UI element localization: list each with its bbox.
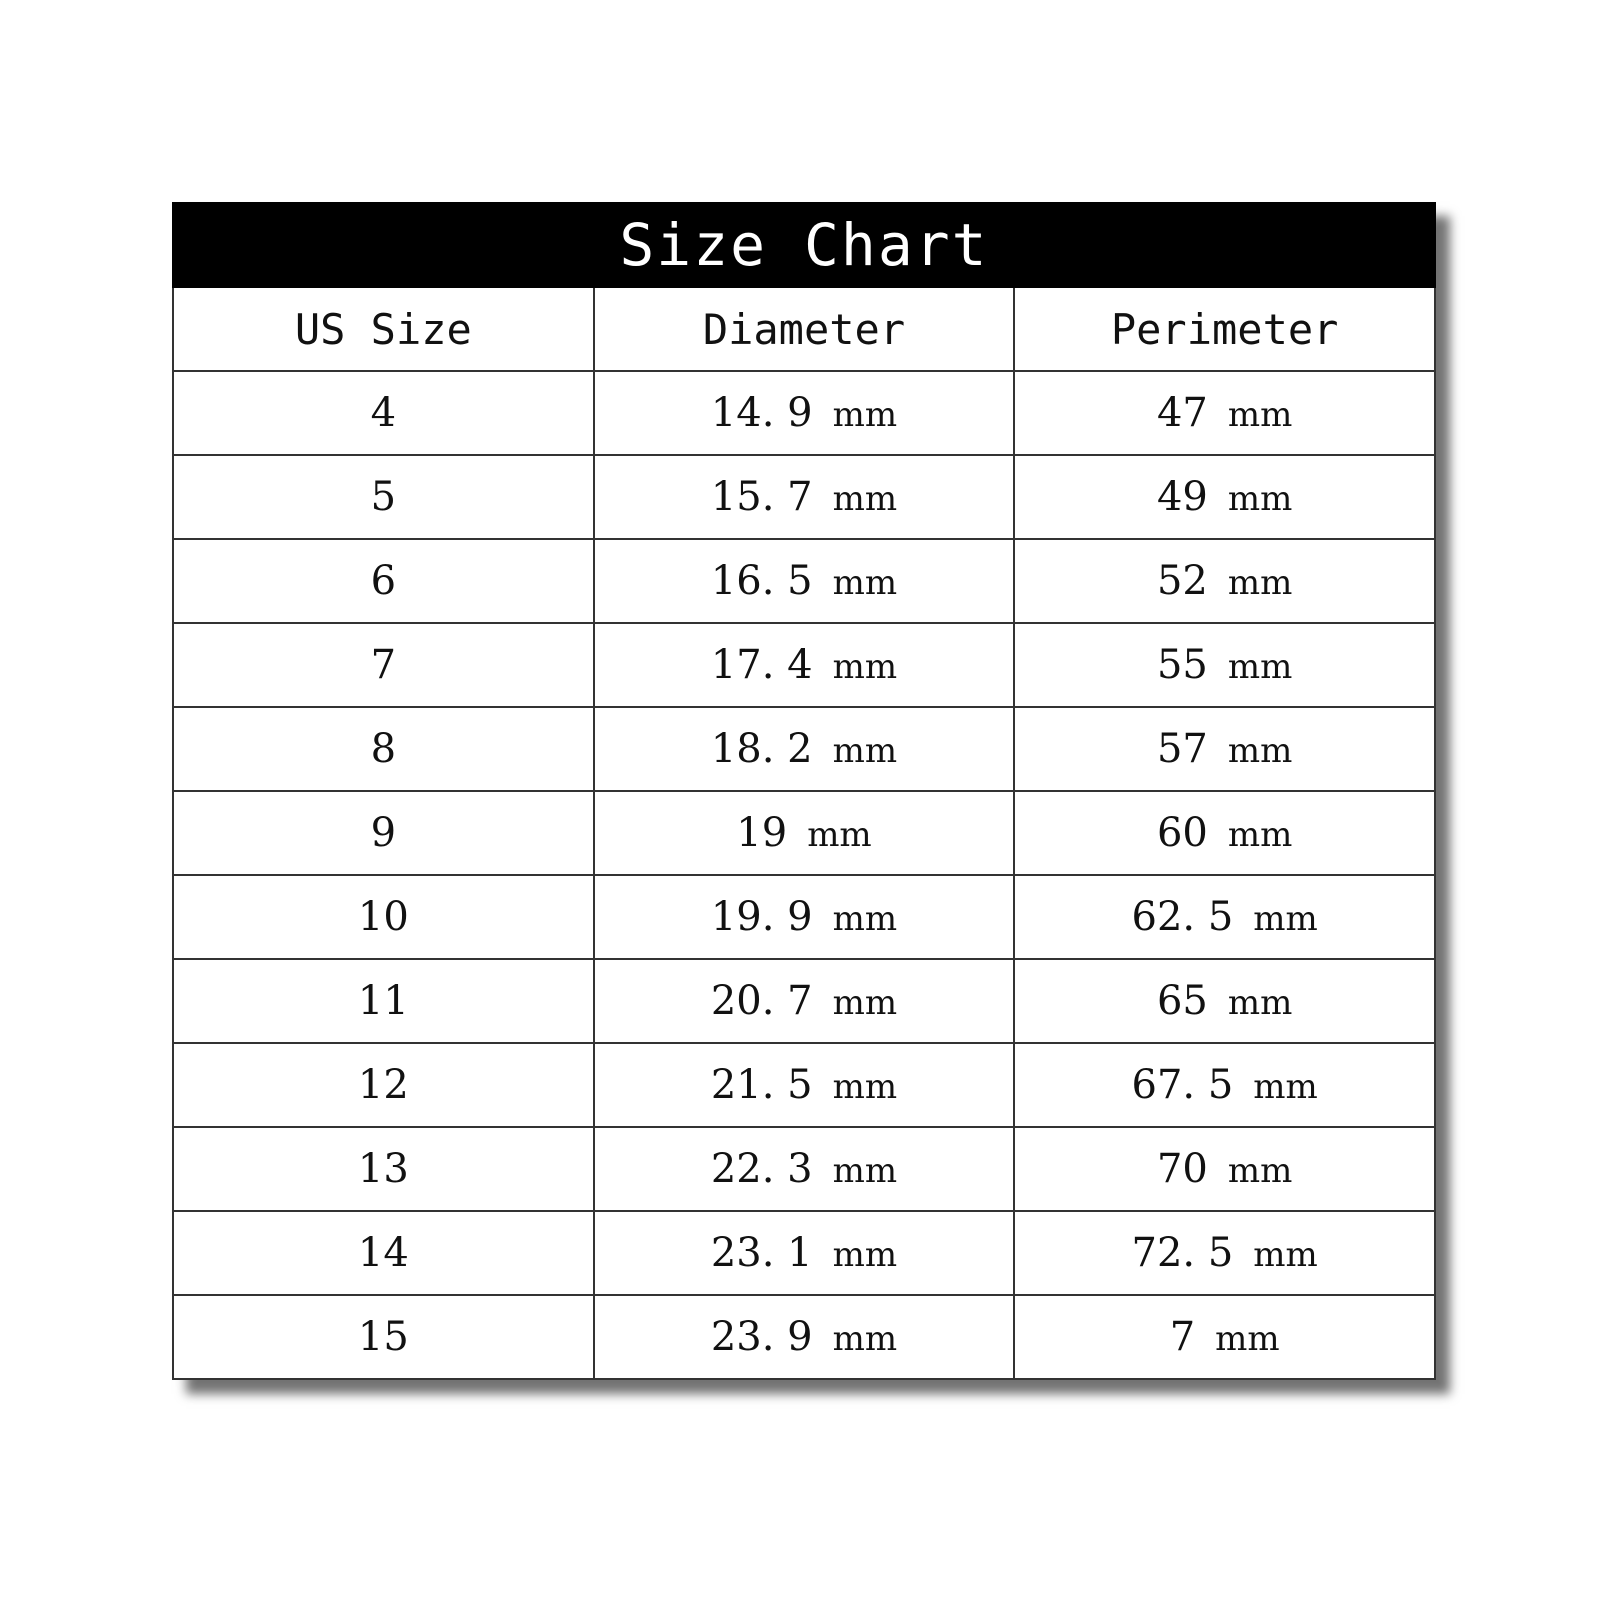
diameter-value: 17. 4 [710,642,813,688]
perimeter-unit: mm [1253,1235,1318,1275]
table-row [173,455,1435,539]
perimeter-value: 67. 5 [1131,1062,1234,1108]
perimeter-value: 49 [1156,474,1208,520]
diameter-unit: mm [832,1151,898,1191]
perimeter-unit: mm [1227,815,1293,855]
header-perimeter: Perimeter [1014,288,1435,371]
table-row [173,1043,1435,1127]
cell-perimeter [1014,623,1435,707]
diameter-value: 21. 5 [710,1062,813,1108]
cell-perimeter [1014,959,1435,1043]
cell-perimeter [1014,371,1435,455]
header-row [173,288,1435,371]
diameter-unit: mm [807,815,872,855]
perimeter-unit: mm [1253,1067,1318,1107]
perimeter-value: 70 [1156,1146,1208,1192]
perimeter-value: 7 [1169,1314,1196,1360]
diameter-unit: mm [832,563,898,603]
perimeter-value: 72. 5 [1131,1230,1234,1276]
perimeter-unit: mm [1215,1319,1280,1359]
cell-diameter [594,371,1015,455]
cell-perimeter [1014,791,1435,875]
cell-perimeter [1014,1295,1435,1379]
table-row [173,875,1435,959]
perimeter-value: 62. 5 [1131,894,1234,940]
cell-perimeter [1014,707,1435,791]
diameter-unit: mm [832,899,898,939]
cell-perimeter [1014,455,1435,539]
diameter-unit: mm [832,731,898,771]
perimeter-unit: mm [1227,1151,1293,1191]
diameter-value: 16. 5 [710,558,813,604]
cell-us-size: 4 [173,371,594,455]
diameter-value: 19. 9 [710,894,813,940]
diameter-unit: mm [832,479,898,519]
table-row [173,1127,1435,1211]
cell-perimeter [1014,1043,1435,1127]
table-row [173,959,1435,1043]
cell-us-size: 8 [173,707,594,791]
diameter-value: 23. 9 [710,1314,813,1360]
diameter-unit: mm [832,983,898,1023]
cell-us-size: 11 [173,959,594,1043]
diameter-unit: mm [832,1067,898,1107]
cell-diameter [594,875,1015,959]
perimeter-unit: mm [1227,731,1293,771]
table-row [173,707,1435,791]
perimeter-unit: mm [1227,647,1293,687]
cell-perimeter [1014,875,1435,959]
perimeter-unit: mm [1227,395,1293,435]
diameter-value: 19 [736,810,788,856]
perimeter-value: 60 [1156,810,1208,856]
perimeter-value: 47 [1156,390,1208,436]
perimeter-unit: mm [1227,563,1293,603]
diameter-value: 23. 1 [710,1230,813,1276]
table-row [173,539,1435,623]
diameter-unit: mm [832,647,898,687]
cell-diameter [594,707,1015,791]
perimeter-value: 55 [1156,642,1208,688]
cell-us-size: 5 [173,455,594,539]
perimeter-unit: mm [1227,983,1293,1023]
diameter-value: 14. 9 [710,390,813,436]
cell-perimeter [1014,1211,1435,1295]
cell-us-size: 14 [173,1211,594,1295]
table-row [173,371,1435,455]
perimeter-value: 57 [1156,726,1208,772]
cell-perimeter [1014,539,1435,623]
table-row [173,1211,1435,1295]
diameter-unit: mm [832,1235,898,1275]
diameter-unit: mm [832,1319,898,1359]
table-row [173,623,1435,707]
perimeter-value: 52 [1156,558,1208,604]
cell-diameter [594,539,1015,623]
size-chart [172,202,1436,1380]
cell-us-size: 12 [173,1043,594,1127]
cell-diameter [594,791,1015,875]
cell-diameter [594,623,1015,707]
header-diameter: Diameter [594,288,1015,371]
size-table [172,288,1436,1380]
cell-us-size: 10 [173,875,594,959]
diameter-value: 22. 3 [710,1146,813,1192]
table-body [173,371,1435,1379]
cell-us-size: 7 [173,623,594,707]
cell-diameter [594,1211,1015,1295]
cell-diameter [594,959,1015,1043]
cell-us-size: 15 [173,1295,594,1379]
header-us-size: US Size [173,288,594,371]
cell-diameter [594,1295,1015,1379]
cell-diameter [594,455,1015,539]
cell-perimeter [1014,1127,1435,1211]
cell-us-size: 13 [173,1127,594,1211]
table-row [173,1295,1435,1379]
diameter-value: 20. 7 [710,978,813,1024]
diameter-unit: mm [832,395,898,435]
perimeter-unit: mm [1227,479,1293,519]
cell-diameter [594,1127,1015,1211]
chart-title: Size Chart [172,202,1436,288]
diameter-value: 18. 2 [710,726,813,772]
perimeter-unit: mm [1253,899,1318,939]
diameter-value: 15. 7 [710,474,813,520]
table-row [173,791,1435,875]
cell-us-size: 6 [173,539,594,623]
cell-diameter [594,1043,1015,1127]
cell-us-size: 9 [173,791,594,875]
perimeter-value: 65 [1156,978,1208,1024]
